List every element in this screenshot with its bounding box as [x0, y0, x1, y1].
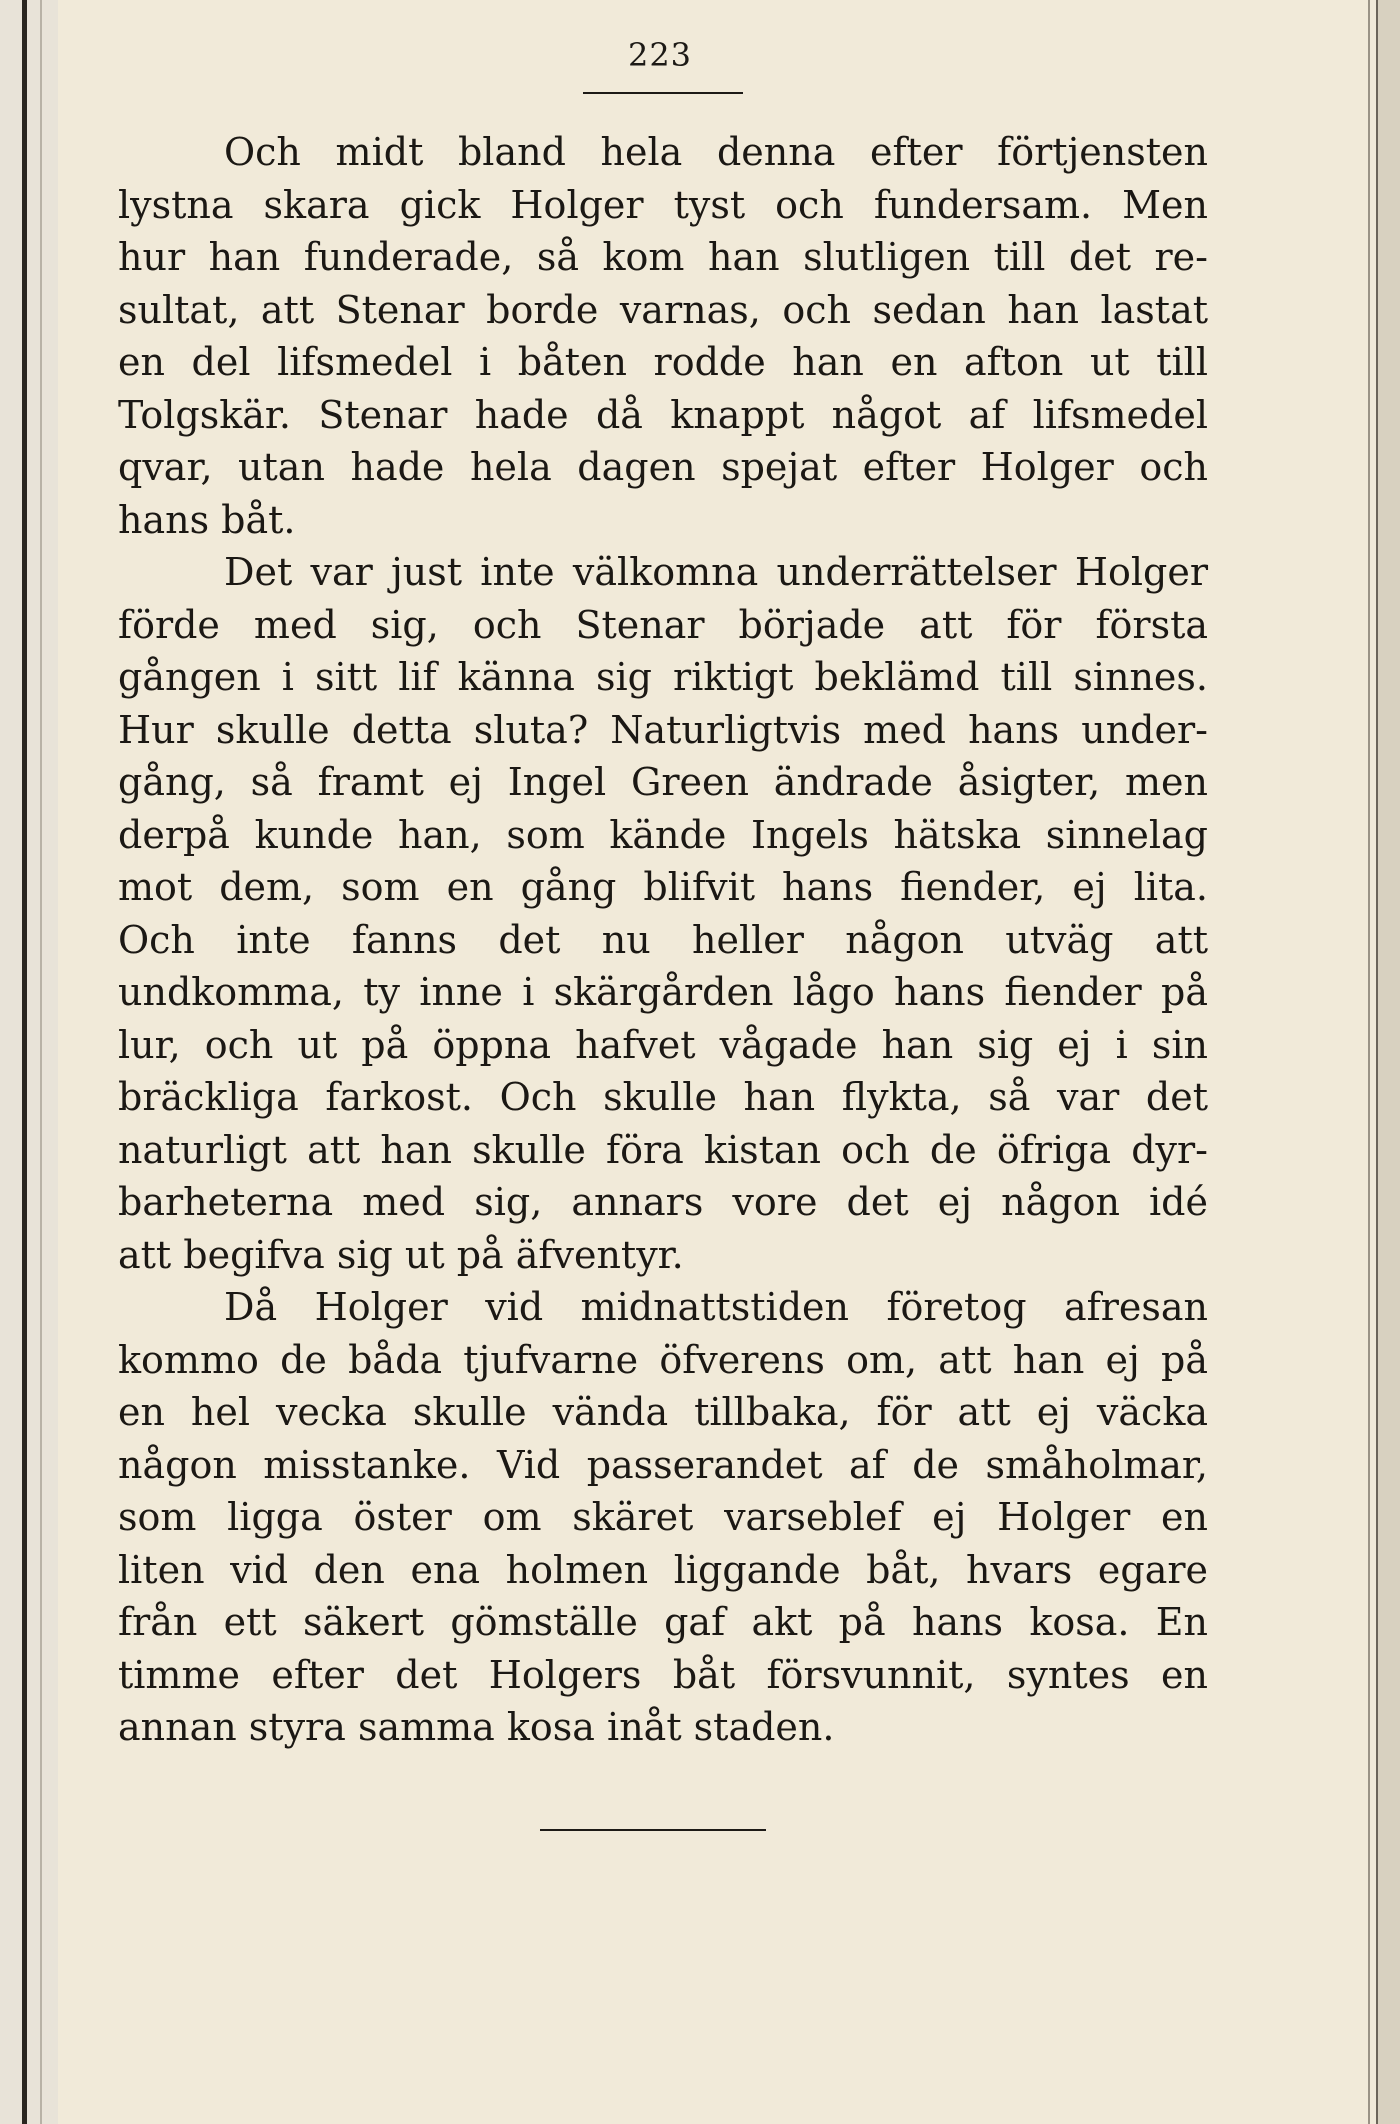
paragraph-1 — [118, 126, 1208, 546]
text-line: lystna skara gick Holger tyst och fundersam. Men — [118, 182, 1208, 227]
page-edge-line — [1368, 0, 1370, 2124]
adjacent-page-strip — [0, 0, 58, 2124]
text-line: liten vid den ena holmen liggande båt, hvars egare — [118, 1547, 1208, 1592]
text-line: annan styra samma kosa inåt staden. — [118, 1705, 835, 1749]
paragraph-2 — [118, 546, 1208, 1281]
text-line: Hur skulle detta sluta? Naturligtvis med hans under- — [118, 707, 1208, 752]
text-line: barheterna med sig, annars vore det ej någon idé — [118, 1180, 1208, 1224]
footer-rule — [540, 1829, 766, 1831]
binding-edge — [22, 0, 27, 2124]
text-line: Tolgskär. Stenar hade då knappt något af lifsmedel — [118, 392, 1208, 437]
text-line: någon misstanke. Vid passerandet af de småholmar, — [118, 1442, 1208, 1487]
text-line: kommo de båda tjufvarne öfverens om, att han ej på — [118, 1337, 1208, 1382]
text-line: Det var just inte välkomna underrättelser Holger — [224, 550, 1208, 594]
text-line: gången i sitt lif känna sig riktigt beklämd till sinnes. — [118, 655, 1208, 699]
page-number: 223 — [627, 36, 693, 74]
text-line: Då Holger vid midnattstiden företog afresan — [224, 1285, 1208, 1329]
text-line: Och inte fanns det nu heller någon utväg att — [118, 917, 1208, 962]
body-text — [118, 126, 1208, 1754]
text-line: Och midt bland hela denna efter förtjensten — [224, 130, 1208, 174]
text-line: att begifva sig ut på äfventyr. — [118, 1232, 684, 1277]
text-line: hur han funderade, så kom han slutligen till det re- — [118, 235, 1208, 279]
text-line: som ligga öster om skäret varseblef ej Holger en — [118, 1495, 1208, 1539]
text-line: en del lifsmedel i båten rodde han en afton ut till — [118, 340, 1208, 384]
text-line: gång, så framt ej Ingel Green ändrade åsigter, men — [118, 760, 1208, 804]
text-line: från ett säkert gömställe gaf akt på hans kosa. En — [118, 1600, 1208, 1644]
text-line: sultat, att Stenar borde varnas, och sedan han lastat — [118, 287, 1208, 332]
text-line: hans båt. — [118, 497, 296, 542]
text-line: derpå kunde han, som kände Ingels hätska sinnelag — [118, 812, 1208, 857]
text-line: mot dem, som en gång blifvit hans fiender, ej lita. — [118, 865, 1208, 909]
text-line: undkomma, ty inne i skärgården lågo hans fiender på — [118, 970, 1208, 1014]
text-line: förde med sig, och Stenar började att för första — [118, 602, 1208, 647]
text-line: bräckliga farkost. Och skulle han flykta, så var det — [118, 1075, 1208, 1119]
text-line: timme efter det Holgers båt försvunnit, syntes en — [118, 1652, 1208, 1697]
text-line: naturligt att han skulle föra kistan och de öfriga dyr- — [118, 1127, 1208, 1172]
text-line: qvar, utan hade hela dagen spejat efter Holger och — [118, 445, 1208, 489]
header-rule — [583, 92, 743, 94]
text-line: en hel vecka skulle vända tillbaka, för att ej väcka — [118, 1390, 1208, 1434]
text-line: lur, och ut på öppna hafvet vågade han sig ej i sin — [118, 1022, 1208, 1067]
paragraph-3 — [118, 1281, 1208, 1754]
page-edge — [1376, 0, 1400, 2124]
binding-shadow — [40, 0, 42, 2124]
